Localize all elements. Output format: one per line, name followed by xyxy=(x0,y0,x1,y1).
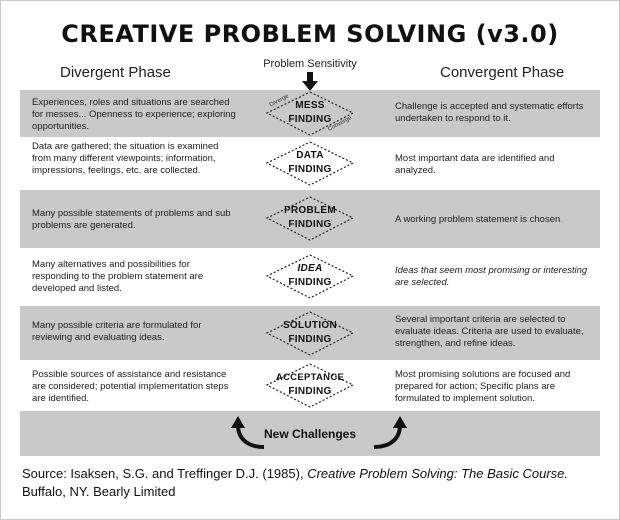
stage-name-line1: IDEA xyxy=(297,263,323,274)
stage-name-line1: ACCEPTANCE xyxy=(275,372,345,383)
convergent-text: A working problem statement is chosen. xyxy=(395,214,563,225)
stage-name-line2: FINDING xyxy=(288,164,332,175)
convergent-text: Most important data are identified and analyzed. xyxy=(395,153,555,176)
divergent-text: Many alternatives and possibilities for responding to the problem statement are developed and listed. xyxy=(32,259,204,294)
stage-row-acceptance-finding xyxy=(20,360,600,411)
convergent-text: Several important criteria are selected to evaluate ideas. Criteria are used to evaluate, strengthen, and refine ideas. xyxy=(395,314,584,349)
diverge-tag: Diverge xyxy=(268,93,290,109)
stage-name-line1: DATA xyxy=(296,150,324,161)
solution-finding-diamond xyxy=(265,311,355,356)
new-challenges-label: New Challenges xyxy=(263,427,357,441)
divergent-text: Many possible statements of problems and sub problems are generated. xyxy=(32,208,231,231)
convergent-text: Most promising solutions are focused and prepared for action; Specific plans are formulated to implement solution. xyxy=(395,369,571,404)
stage-name-line2: FINDING xyxy=(288,114,332,125)
stage-row-data-finding xyxy=(20,137,600,190)
convergent-text: Ideas that seem most promising or interesting are selected. xyxy=(395,265,588,288)
acceptance-finding-diamond xyxy=(265,363,355,408)
stage-name-line2: FINDING xyxy=(288,219,332,230)
source-title: Creative Problem Solving: The Basic Course. xyxy=(307,466,569,481)
diagram-title: CREATIVE PROBLEM SOLVING (v3.0) xyxy=(61,20,559,48)
source-citation xyxy=(22,465,602,501)
divergent-text: Experiences, roles and situations are searched for messes... Openness to experience; exploring opportunities. xyxy=(32,97,236,132)
stage-row-idea-finding xyxy=(20,248,600,306)
idea-finding-diamond xyxy=(265,254,355,299)
stage-row-problem-finding xyxy=(20,190,600,248)
mess-finding-diamond xyxy=(265,91,355,136)
down-arrow-icon xyxy=(302,72,318,92)
source-suffix: Buffalo, NY. Bearly Limited xyxy=(22,484,176,499)
stage-name-line1: SOLUTION xyxy=(282,320,338,331)
convergent-text: Challenge is accepted and systematic efforts undertaken to respond to it. xyxy=(395,101,584,124)
stage-name-line1: MESS xyxy=(295,100,325,111)
divergent-phase-heading: Divergent Phase xyxy=(60,64,171,81)
converge-tag: Converge xyxy=(327,115,353,133)
data-finding-diamond xyxy=(265,141,355,186)
source-prefix: Source: Isaksen, S.G. and Treffinger D.J. (1985), xyxy=(22,466,308,481)
problem-sensitivity-label: Problem Sensitivity xyxy=(263,58,357,70)
stage-row-mess-finding xyxy=(20,90,600,137)
curved-arrow-right-icon xyxy=(368,415,408,451)
stage-name-line2: FINDING xyxy=(288,334,332,345)
divergent-text: Many possible criteria are formulated for reviewing and evaluating ideas. xyxy=(32,320,202,343)
stage-name-line1: PROBLEM xyxy=(283,205,337,216)
problem-finding-diamond xyxy=(265,196,355,241)
divergent-text: Possible sources of assistance and resistance are considered; potential implementation steps are identified. xyxy=(32,369,229,404)
stage-name-line2: FINDING xyxy=(288,386,332,397)
stage-row-solution-finding xyxy=(20,306,600,360)
new-challenges-band xyxy=(20,411,600,456)
stage-name-line2: FINDING xyxy=(288,277,332,288)
divergent-text: Data are gathered; the situation is examined from many different viewpoints; information, impressions, feelings, etc. are collected. xyxy=(32,141,219,176)
convergent-phase-heading: Convergent Phase xyxy=(440,64,565,81)
